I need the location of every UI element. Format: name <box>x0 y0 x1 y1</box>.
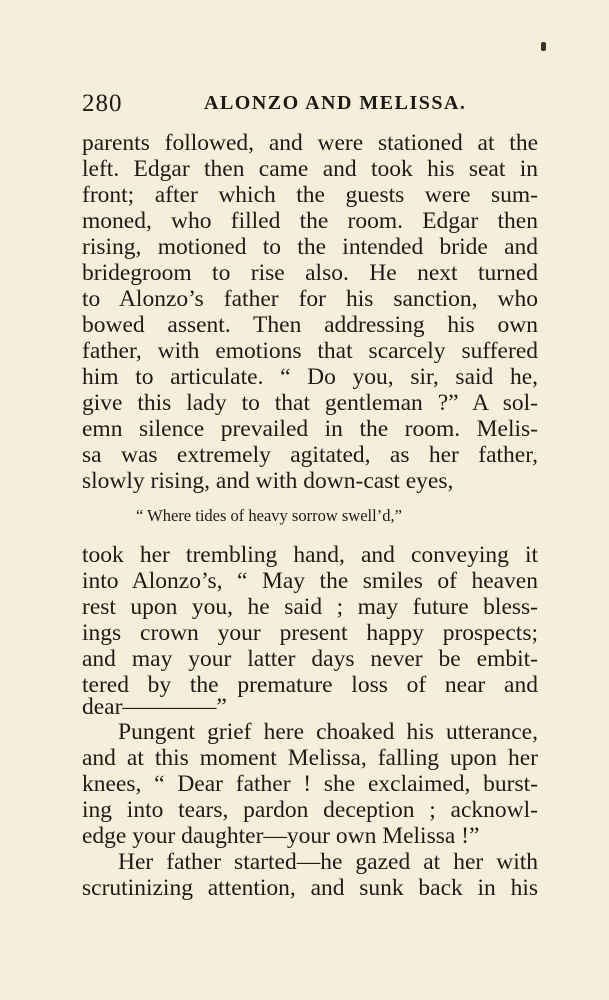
ink-speck <box>541 42 546 51</box>
text-line: and at this moment Melissa, falling upon her <box>82 745 538 771</box>
running-title: ALONZO AND MELISSA. <box>204 92 467 114</box>
text-line: him to articulate. “ Do you, sir, said he, <box>82 364 538 390</box>
text-line: into Alonzo’s, “ May the smiles of heaven <box>82 568 538 594</box>
text-line: ings crown your present happy prospects; <box>82 620 538 646</box>
text-line: parents followed, and were stationed at the <box>82 130 538 156</box>
page-number: 280 <box>82 90 123 117</box>
text-line: slowly rising, and with down-cast eyes, <box>82 468 454 494</box>
text-line: dear————” <box>82 694 227 720</box>
text-line: rising, motioned to the intended bride and <box>82 234 538 260</box>
text-line: ing into tears, pardon deception ; acknowl- <box>82 797 538 823</box>
text-line: moned, who filled the room. Edgar then <box>82 208 538 234</box>
text-line: sa was extremely agitated, as her father, <box>82 442 538 468</box>
text-line: bridegroom to rise also. He next turned <box>82 260 538 286</box>
text-line: father, with emotions that scarcely suffered <box>82 338 538 364</box>
running-head <box>82 90 482 120</box>
text-line: left. Edgar then came and took his seat in <box>82 156 538 182</box>
text-line: rest upon you, he said ; may future bless- <box>82 594 538 620</box>
text-line: tered by the premature loss of near and <box>82 672 538 698</box>
text-line: give this lady to that gentleman ?” A sol- <box>82 390 538 416</box>
text-line: Her father started—he gazed at her with <box>118 849 538 875</box>
text-line: emn silence prevailed in the room. Melis- <box>82 416 538 442</box>
text-line: edge your daughter—your own Melissa !” <box>82 823 480 849</box>
text-line: took her trembling hand, and conveying it <box>82 542 538 568</box>
text-line: front; after which the guests were sum- <box>82 182 538 208</box>
text-line: bowed assent. Then addressing his own <box>82 312 538 338</box>
text-line: and may your latter days never be embit- <box>82 646 538 672</box>
quotation: “ Where tides of heavy sorrow swell’d,” <box>136 506 402 525</box>
text-line: knees, “ Dear father ! she exclaimed, burst- <box>82 771 538 797</box>
text-line: Pungent grief here choaked his utterance, <box>118 719 538 745</box>
text-line: to Alonzo’s father for his sanction, who <box>82 286 538 312</box>
text-line: scrutinizing attention, and sunk back in his <box>82 875 538 901</box>
